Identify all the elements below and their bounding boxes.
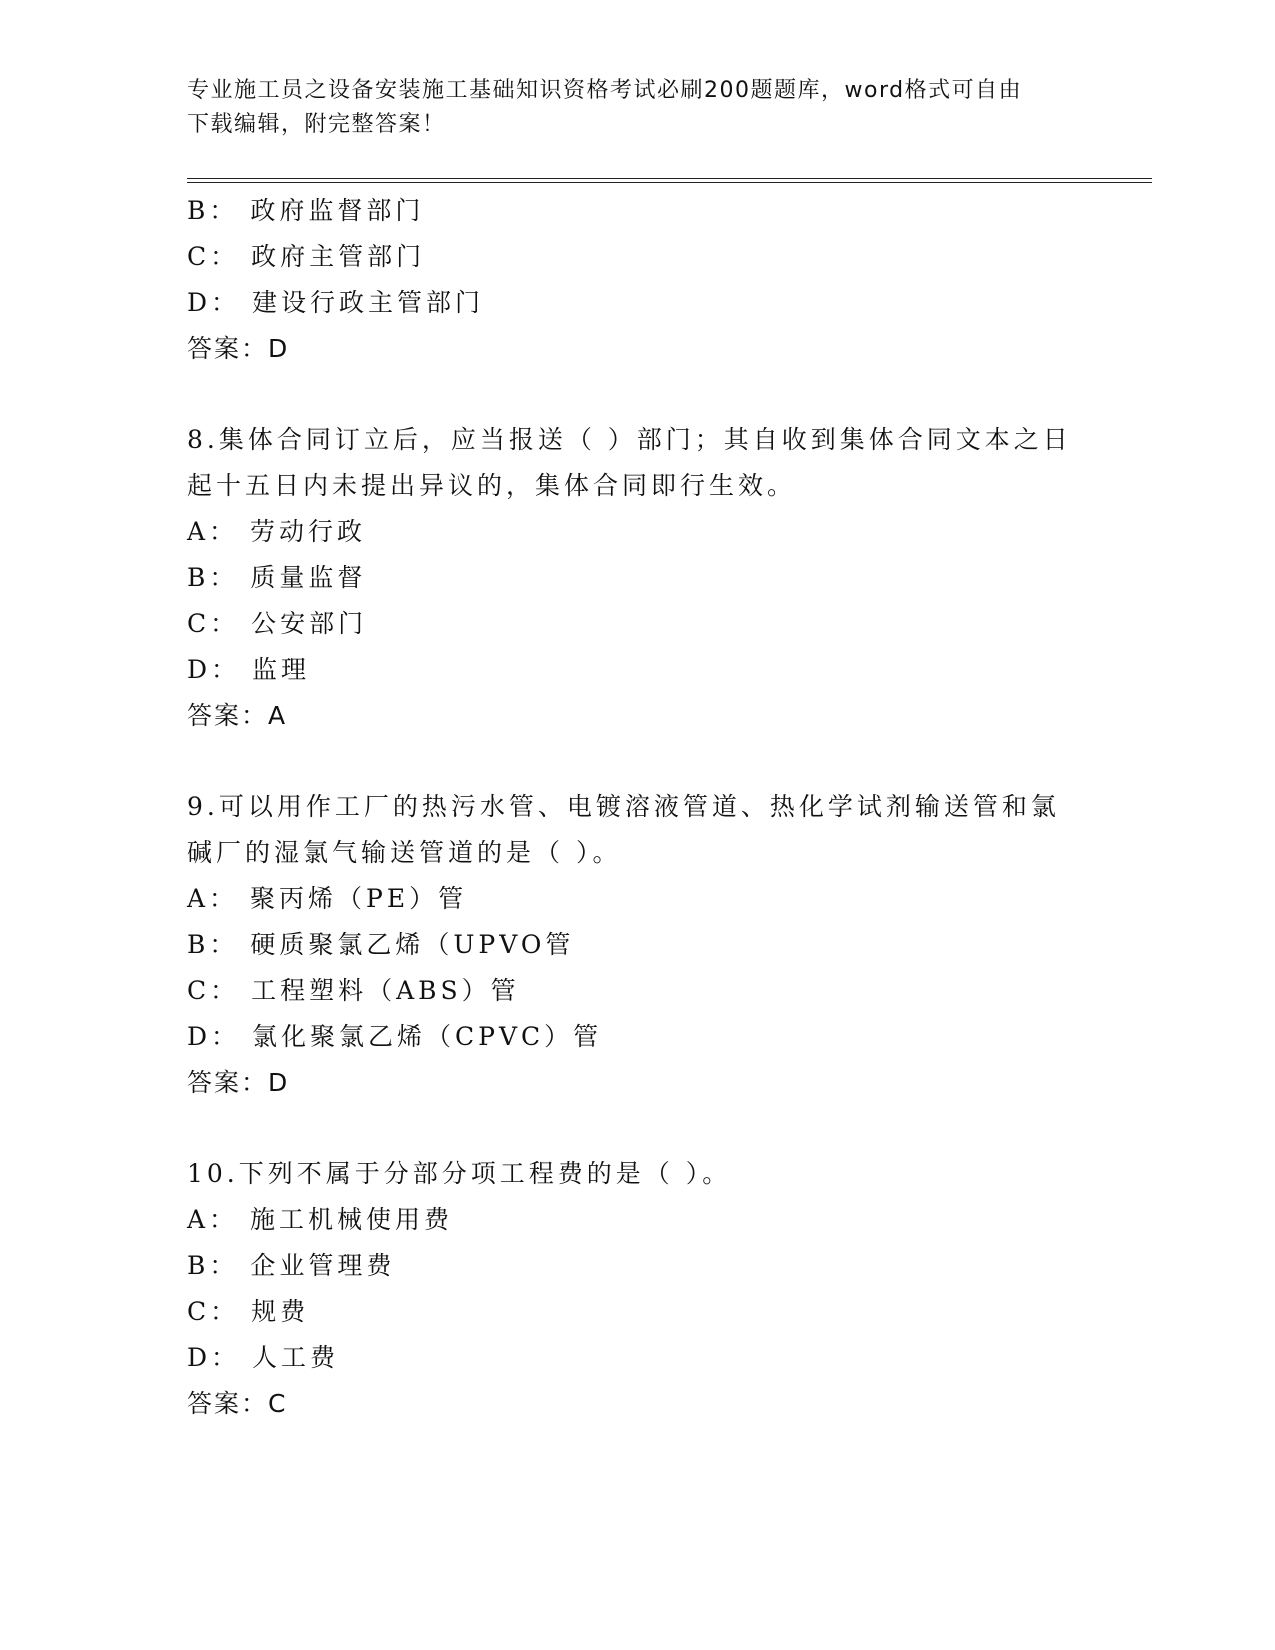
option-a: A： 劳动行政 bbox=[187, 517, 367, 546]
option-d: D： 建设行政主管部门 bbox=[187, 288, 484, 317]
header-divider-bottom bbox=[187, 182, 1152, 183]
question-spacer bbox=[187, 372, 1087, 417]
option-b: B： 质量监督 bbox=[187, 563, 367, 592]
option-b: B： 政府监督部门 bbox=[187, 196, 425, 225]
question-stem-continued: 碱厂的湿氯气输送管道的是（ ）。 bbox=[187, 838, 622, 867]
question-10 bbox=[187, 1151, 1087, 1427]
question-stem-continued: 起十五日内未提出异议的，集体合同即行生效。 bbox=[187, 471, 797, 500]
answer-line: 答案：C bbox=[187, 1389, 288, 1418]
page-header bbox=[187, 74, 1067, 142]
option-d: D： 监理 bbox=[187, 655, 310, 684]
question-list bbox=[187, 188, 1087, 1427]
question-spacer bbox=[187, 739, 1087, 784]
question-8 bbox=[187, 417, 1087, 739]
option-d: D： 人工费 bbox=[187, 1343, 339, 1372]
question-spacer bbox=[187, 1106, 1087, 1151]
answer-line: 答案：A bbox=[187, 701, 288, 730]
question-stem: 9.可以用作工厂的热污水管、电镀溶液管道、热化学试剂输送管和氯 bbox=[187, 792, 1060, 821]
header-title-line-1: 专业施工员之设备安装施工基础知识资格考试必刷200题题库，word格式可自由 bbox=[187, 78, 1023, 103]
question-7 bbox=[187, 188, 1087, 372]
answer-line: 答案：D bbox=[187, 334, 290, 363]
answer-line: 答案：D bbox=[187, 1068, 290, 1097]
option-d: D： 氯化聚氯乙烯（CPVC）管 bbox=[187, 1022, 603, 1051]
question-9 bbox=[187, 784, 1087, 1106]
option-c: C： 公安部门 bbox=[187, 609, 368, 638]
header-title-line-2: 下载编辑，附完整答案！ bbox=[187, 112, 446, 137]
option-b: B： 硬质聚氯乙烯（UPVO管 bbox=[187, 930, 575, 959]
option-c: C： 规费 bbox=[187, 1297, 310, 1326]
option-c: C： 政府主管部门 bbox=[187, 242, 426, 271]
option-a: A： 聚丙烯（PE）管 bbox=[187, 884, 468, 913]
header-divider-top bbox=[187, 178, 1152, 179]
option-c: C： 工程塑料（ABS）管 bbox=[187, 976, 520, 1005]
option-a: A： 施工机械使用费 bbox=[187, 1205, 454, 1234]
question-stem: 10.下列不属于分部分项工程费的是（ ）。 bbox=[187, 1159, 732, 1188]
question-stem: 8.集体合同订立后，应当报送（ ）部门；其自收到集体合同文本之日 bbox=[187, 425, 1072, 454]
option-b: B： 企业管理费 bbox=[187, 1251, 396, 1280]
